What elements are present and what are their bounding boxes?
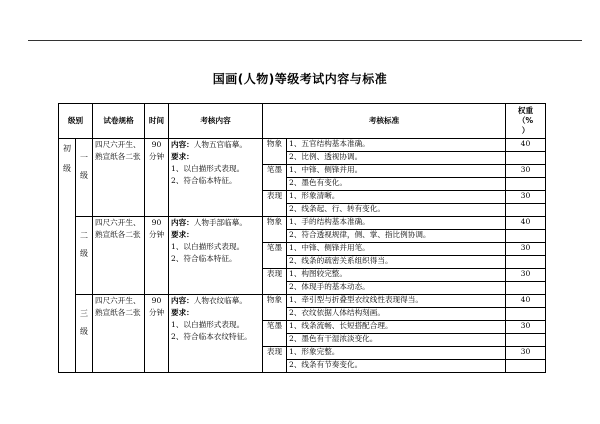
sub-level-label: 二级 [80,231,88,258]
requirement-item: 1、以白描形式表现。 [171,164,245,173]
criteria-text: 1、牵引型与折叠型衣纹线性表现得当。 [287,295,506,308]
criteria-text: 2、比例、透视协调。 [287,152,506,165]
criteria-text: 2、衣纹依据人体结构刻画。 [287,308,506,321]
sub-level-cell [76,217,93,295]
header-weight: 权重 （% ） [506,104,546,139]
content-label: 内容： [171,296,194,305]
weight-value: 30 [506,165,546,178]
requirement-item: 2、符合临本特征。 [171,176,237,185]
criteria-text: 2、墨色有干湿浓淡变化。 [287,334,506,347]
sub-level-cell [76,139,93,217]
criteria-text: 1、形象清晰。 [287,191,506,204]
weight-value: 30 [506,243,546,256]
weight-spacer [506,152,546,165]
duration-cell: 90 分钟 [145,139,169,217]
criteria-text: 1、构图较完整。 [287,269,506,282]
weight-spacer [506,308,546,321]
criteria-category: 物象 [263,139,287,165]
requirement-item: 1、以白描形式表现。 [171,320,245,329]
criteria-category: 表现 [263,347,287,373]
weight-spacer [506,256,546,269]
level-main-label: 初级 [63,144,71,173]
content-label: 内容： [171,218,194,227]
requirement-label: 要求： [171,308,194,317]
table-row [59,295,546,308]
criteria-text: 1、中锋、侧锋并用。 [287,165,506,178]
top-rule [28,40,582,41]
weight-value: 30 [506,347,546,360]
weight-value: 30 [506,269,546,282]
criteria-category: 物象 [263,217,287,243]
exam-content-cell [169,217,263,295]
sub-level-label: 三级 [80,309,88,336]
document-title: 国画(人物)等级考试内容与标准 [212,72,388,86]
table-row [59,217,546,230]
criteria-text: 2、线条的疏密关系组织得当。 [287,256,506,269]
standards-table [58,103,546,373]
criteria-text: 2、线条有节奏变化。 [287,360,506,373]
paper-spec-cell: 四尺六开生、熟宣纸各二张 [93,217,145,295]
criteria-text: 2、线条起、行、转有变化。 [287,204,506,217]
weight-spacer [506,360,546,373]
content-line [171,139,260,151]
weight-value: 40 [506,139,546,152]
weight-value: 30 [506,191,546,204]
criteria-category: 表现 [263,191,287,217]
content-line [171,217,260,229]
content-line [171,295,260,307]
criteria-text: 2、符合透视规律，侧、掌、指比例协调。 [287,230,506,243]
content-text: 人物五官临摹。 [193,140,247,149]
exam-content-cell [169,295,263,373]
paper-spec-cell: 四尺六开生、熟宣纸各二张 [93,139,145,217]
criteria-category: 表现 [263,269,287,295]
weight-value: 40 [506,295,546,308]
criteria-text: 2、体现手的基本动态。 [287,282,506,295]
duration-cell: 90 分钟 [145,217,169,295]
paper-spec-cell: 四尺六开生、熟宣纸各二张 [93,295,145,373]
weight-spacer [506,178,546,191]
weight-spacer [506,230,546,243]
criteria-category: 物象 [263,295,287,321]
header-spec: 试卷规格 [93,104,145,139]
content-text: 人物衣纹临摹。 [193,296,247,305]
table-row [59,139,546,152]
content-label: 内容： [171,140,194,149]
header-level: 级别 [59,104,93,139]
weight-spacer [506,204,546,217]
header-content: 考核内容 [169,104,263,139]
criteria-text: 1、五官结构基本准确。 [287,139,506,152]
criteria-category: 笔墨 [263,243,287,269]
exam-content-cell [169,139,263,217]
sub-level-label: 一级 [80,153,88,180]
requirement-item: 1、以白描形式表现。 [171,242,245,251]
header-criteria: 考核标准 [263,104,506,139]
requirement-item: 2、符合临本衣纹特征。 [171,332,252,341]
requirement-label: 要求： [171,152,194,161]
criteria-text: 1、形象完整。 [287,347,506,360]
weight-spacer [506,334,546,347]
requirement-label: 要求： [171,230,194,239]
criteria-text: 2、墨色有变化。 [287,178,506,191]
criteria-text: 1、线条流畅、长短搭配合理。 [287,321,506,334]
level-main-cell [59,139,76,373]
criteria-text: 1、手的结构基本准确。 [287,217,506,230]
sub-level-cell [76,295,93,373]
weight-value: 30 [506,321,546,334]
header-row [59,104,546,139]
weight-spacer [506,282,546,295]
weight-value: 40 [506,217,546,230]
requirement-item: 2、符合临本特征。 [171,254,237,263]
header-time: 时间 [145,104,169,139]
content-text: 人物手部临摹。 [193,218,247,227]
criteria-text: 1、中锋、侧锋并用笔。 [287,243,506,256]
duration-cell: 90 分钟 [145,295,169,373]
criteria-category: 笔墨 [263,321,287,347]
criteria-category: 笔墨 [263,165,287,191]
